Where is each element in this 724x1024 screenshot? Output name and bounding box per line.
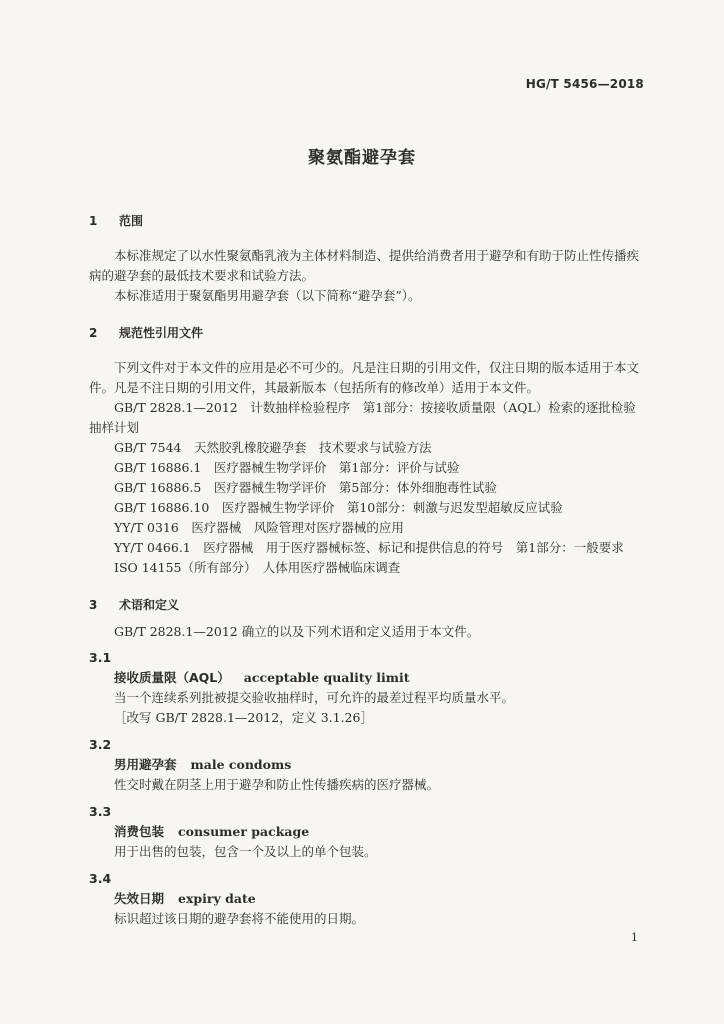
term-english: consumer package	[178, 824, 310, 839]
paragraph-line: 本标准适用于聚氨酯男用避孕套（以下简称“避孕套”）。	[114, 288, 421, 303]
term-english: acceptable quality limit	[243, 670, 410, 685]
term-chinese: 失效日期	[114, 891, 165, 906]
section-title: 范围	[119, 214, 144, 228]
reference-item: YY/T 0316 医疗器械 风险管理对医疗器械的应用	[114, 520, 404, 535]
term-number: 3.3	[89, 804, 112, 819]
section-number: 1	[89, 214, 98, 228]
standard-code: HG/T 5456—2018	[525, 77, 644, 91]
reference-item: GB/T 2828.1—2012 计数抽样检验程序 第1部分：按接收质量限（AQL）检索的逐批检验	[114, 400, 636, 415]
term-note: ［改写 GB/T 2828.1—2012，定义 3.1.26］	[114, 710, 373, 725]
section-title: 规范性引用文件	[119, 326, 204, 340]
term-chinese: 消费包装	[114, 824, 165, 839]
term-heading	[114, 670, 410, 686]
reference-item: GB/T 7544 天然胶乳橡胶避孕套 技术要求与试验方法	[114, 440, 432, 455]
page-number: 1	[631, 931, 638, 944]
reference-item: GB/T 16886.1 医疗器械生物学评价 第1部分：评价与试验	[114, 460, 460, 475]
term-english: male condoms	[190, 757, 292, 772]
paragraph-line: 本标准规定了以水性聚氨酯乳液为主体材料制造、提供给消费者用于避孕和有助于防止性传播疾	[114, 248, 640, 263]
reference-item: 抽样计划	[89, 420, 140, 435]
term-chinese: 男用避孕套	[114, 757, 177, 772]
term-definition: 标识超过该日期的避孕套将不能使用的日期。	[114, 911, 365, 926]
section-number: 3	[89, 598, 98, 612]
term-definition: 性交时戴在阴茎上用于避孕和防止性传播疾病的医疗器械。	[114, 777, 440, 792]
document-title: 聚氨酯避孕套	[308, 148, 416, 168]
term-heading	[114, 891, 256, 907]
term-number: 3.2	[89, 737, 112, 752]
term-definition: 当一个连续系列批被提交验收抽样时，可允许的最差过程平均质量水平。	[114, 690, 515, 705]
section-number: 2	[89, 326, 98, 340]
reference-item: GB/T 16886.5 医疗器械生物学评价 第5部分：体外细胞毒性试验	[114, 480, 497, 495]
section-title: 术语和定义	[119, 598, 180, 612]
paragraph-line: 下列文件对于本文件的应用是必不可少的。凡是注日期的引用文件，仅注日期的版本适用于本文	[114, 360, 640, 375]
paragraph-line: GB/T 2828.1—2012 确立的以及下列术语和定义适用于本文件。	[114, 624, 480, 639]
section-1-heading	[89, 212, 143, 229]
term-chinese: 接收质量限（AQL）	[114, 670, 230, 685]
reference-item: ISO 14155（所有部分） 人体用医疗器械临床调查	[114, 560, 401, 575]
term-number: 3.4	[89, 871, 112, 886]
term-english: expiry date	[178, 891, 256, 906]
term-definition: 用于出售的包装，包含一个及以上的单个包装。	[114, 844, 377, 859]
term-heading	[114, 824, 309, 840]
paragraph-line: 件。凡是不注日期的引用文件，其最新版本（包括所有的修改单）适用于本文件。	[89, 380, 540, 395]
reference-item: YY/T 0466.1 医疗器械 用于医疗器械标签、标记和提供信息的符号 第1部分：一般要求	[114, 540, 624, 555]
section-3-heading	[89, 596, 179, 613]
term-number: 3.1	[89, 650, 112, 665]
reference-item: GB/T 16886.10 医疗器械生物学评价 第10部分：刺激与迟发型超敏反应试验	[114, 500, 563, 515]
paragraph-line: 病的避孕套的最低技术要求和试验方法。	[89, 268, 315, 283]
section-2-heading	[89, 324, 203, 341]
term-heading	[114, 757, 291, 773]
